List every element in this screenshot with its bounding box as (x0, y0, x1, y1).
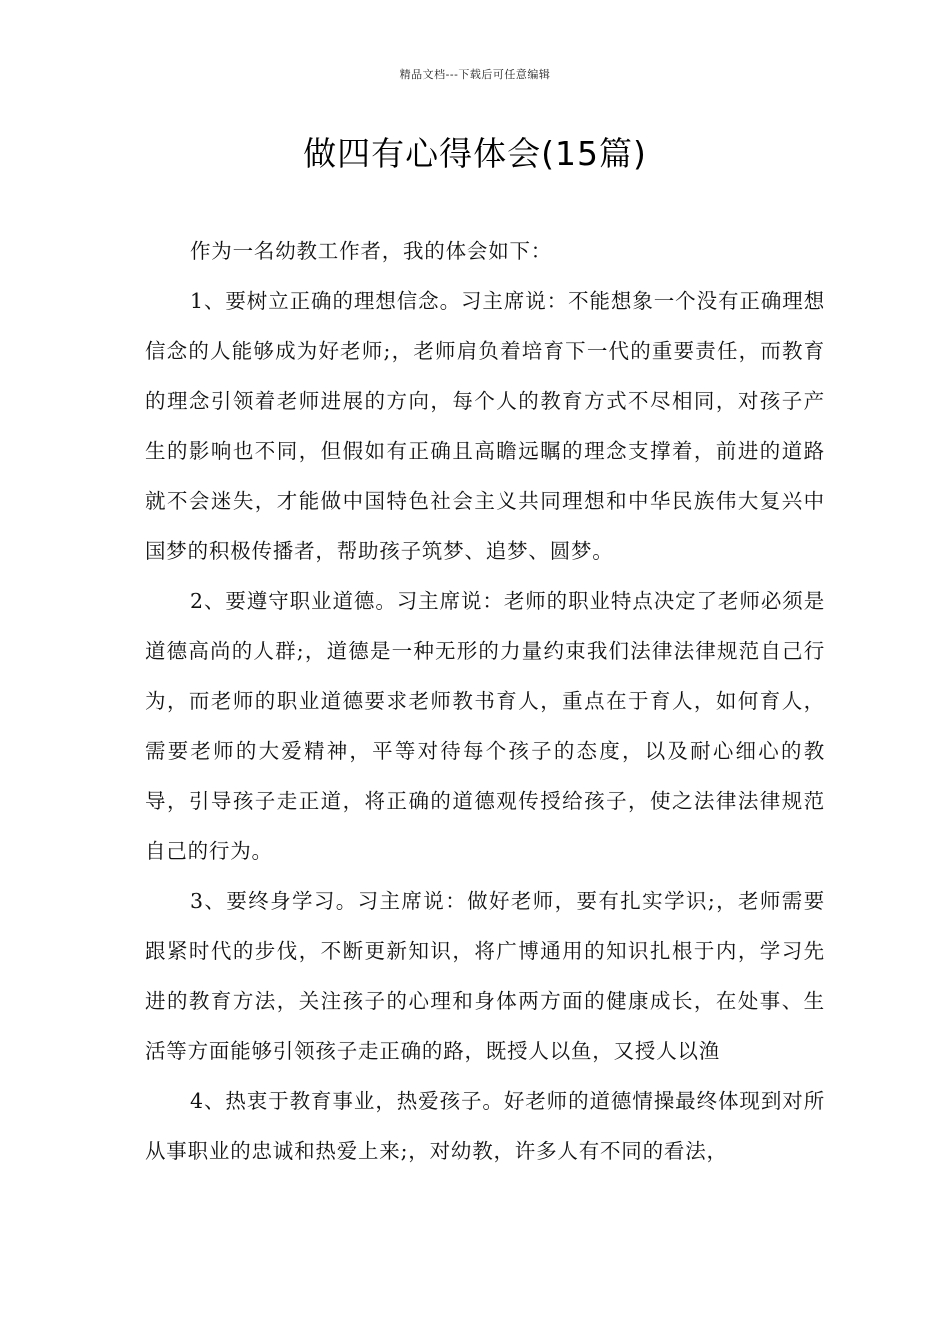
paragraph-point-4: 4、热衷于教育事业，热爱孩子。好老师的道德情操最终体现到对所从事职业的忠诚和热爱上来;，对幼教，许多人有不同的看法， (145, 1089, 825, 1163)
paragraph-point-1: 1、要树立正确的理想信念。习主席说：不能想象一个没有正确理想信念的人能够成为好老师;，老师肩负着培育下一代的重要责任，而教育的理念引领着老师进展的方向，每个人的教育方式不尽相同，对孩子产生的影响也不同，但假如有正确且高瞻远瞩的理念支撑着，前进的道路就不会迷失，才能做中国特色社会主义共同理想和中华民族伟大复兴中国梦的积极传播者，帮助孩子筑梦、追梦、圆梦。 (145, 289, 825, 563)
header-note: 精品文档---下载后可任意编辑 (399, 68, 551, 81)
paragraph-point-3: 3、要终身学习。习主席说：做好老师，要有扎实学识;，老师需要跟紧时代的步伐，不断更新知识，将广博通用的知识扎根于内，学习先进的教育方法，关注孩子的心理和身体两方面的健康成长，在处事、生活等方面能够引领孩子走正确的路，既授人以鱼，又授人以渔 (145, 889, 825, 1063)
paragraph-intro: 作为一名幼教工作者，我的体会如下： (190, 239, 553, 263)
document-title: 做四有心得体会(15篇) (303, 134, 647, 173)
document-body (145, 226, 825, 1176)
paragraph-point-2: 2、要遵守职业道德。习主席说：老师的职业特点决定了老师必须是道德高尚的人群;，道德是一种无形的力量约束我们法律法律规范自己行为，而老师的职业道德要求老师教书育人，重点在于育人，如何育人，需要老师的大爱精神，平等对待每个孩子的态度，以及耐心细心的教导，引导孩子走正道，将正确的道德观传授给孩子，使之法律法律规范自己的行为。 (145, 589, 825, 863)
